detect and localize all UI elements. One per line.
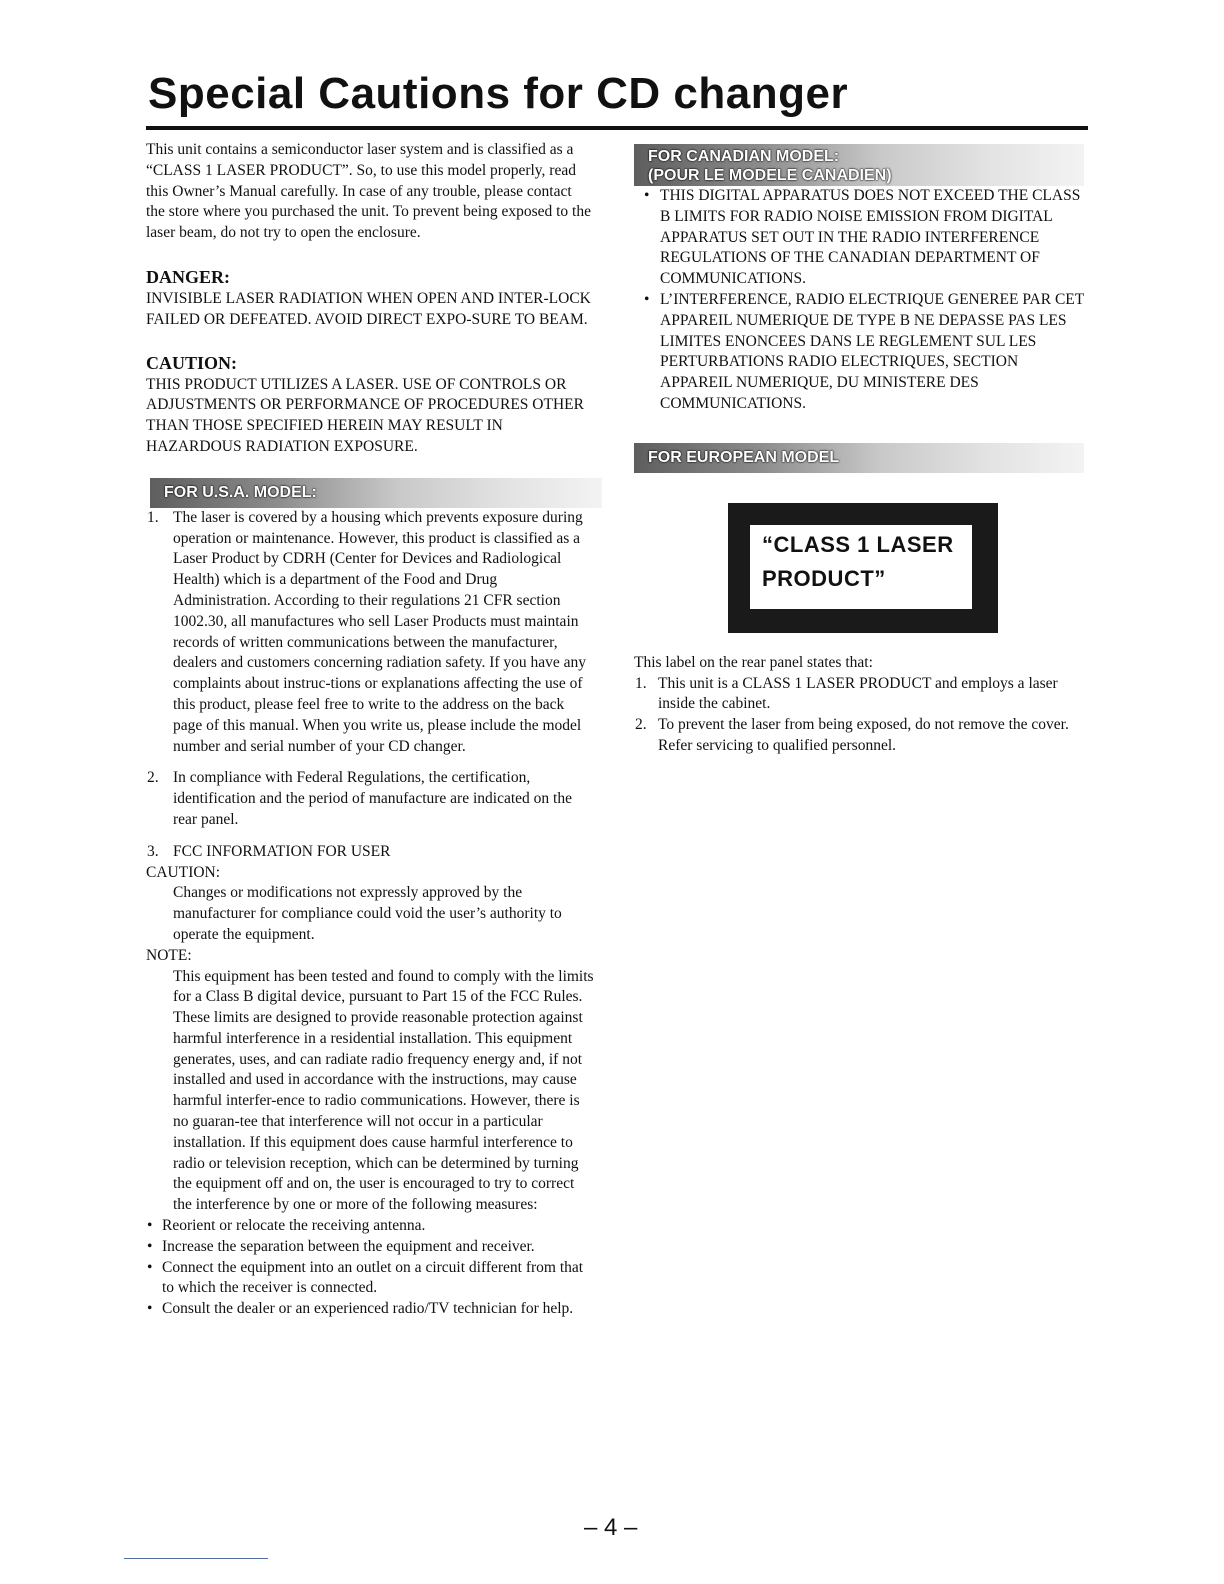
caution-heading: CAUTION: (146, 352, 238, 373)
list-item (146, 842, 594, 863)
list-item (634, 674, 1088, 716)
fcc-measures-list (146, 1216, 594, 1320)
page-title: Special Cautions for CD changer (148, 69, 849, 118)
usa-list (146, 508, 594, 863)
list-item (146, 1299, 594, 1320)
list-item (634, 290, 1088, 415)
list-item (634, 186, 1088, 290)
europe-list (634, 674, 1088, 757)
usa-banner-text: FOR U.S.A. MODEL: (164, 483, 317, 501)
item-text: FCC INFORMATION FOR USER (173, 842, 391, 860)
danger-section (146, 265, 594, 331)
measure-text: Reorient or relocate the receiving antenna. (162, 1217, 426, 1235)
laser-label-text (750, 525, 972, 609)
fcc-note-label: NOTE: (146, 946, 192, 964)
item-number: 1. (147, 508, 159, 526)
europe-banner-text: FOR EUROPEAN MODEL (648, 448, 840, 466)
measure-text: Increase the separation between the equipment and receiver. (162, 1237, 535, 1255)
bullet-icon: • (147, 1300, 153, 1318)
item-text: To prevent the laser from being exposed, do not remove the cover. Refer servicing to qualified personnel. (658, 716, 1069, 754)
bullet-icon: • (644, 187, 650, 204)
measure-text: Connect the equipment into an outlet on a circuit different from that to which the receiver is connected. (162, 1258, 584, 1297)
label-intro: This label on the rear panel states that: (634, 653, 873, 671)
fcc-note-text: This equipment has been tested and found to comply with the limits for a Class B digital device, pursuant to Part 15 of the FCC Rules. These limits are designed to provide reasonable protection against harmful interference in a residential installation. This equipment generates, uses, and can radiate radio frequency energy and, if not installed and used in accordance with the instructions, may cause harmful interfer-ence to radio communications. However, there is no guaran-tee that interference will not occur in a particular installation. If this equipment does cause harmful interference to radio or television reception, which can be determined by turning the equipment off and on, the user is encouraged to try to correct the interference by one or more of the following measures: (173, 967, 594, 1214)
measure-text: Consult the dealer or an experienced radio/TV technician for help. (162, 1300, 574, 1318)
list-item (146, 768, 594, 830)
usa-model-banner (150, 478, 602, 508)
canada-item-text: L’INTERFERENCE, RADIO ELECTRIQUE GENEREE PAR CET APPAREIL NUMERIQUE DE TYPE B NE DEPASSE PAS LES LIMITES ENONCEES DANS LE REGLEMENT SUL LES PERTURBATIONS RADIO ELECTRIQUES, SECTION APPAREIL NUMERIQUE, DU MINISTERE DES COMMUNICATIONS. (660, 290, 1084, 412)
title-rule (146, 126, 1088, 130)
item-text: This unit is a CLASS 1 LASER PRODUCT and employs a laser inside the cabinet. (658, 674, 1058, 713)
intro-paragraph: This unit contains a semiconductor laser system and is classified as a “CLASS 1 LASER PRODUCT”. So, to use this model properly, read this Owner’s Manual carefully. In case of any trouble, please contact the store where you purchased the unit. To prevent being exposed to the laser beam, do not try to open the enclosure. (146, 141, 591, 242)
item-number: 3. (147, 842, 159, 860)
danger-text: INVISIBLE LASER RADIATION WHEN OPEN AND INTER-LOCK FAILED OR DEFEATED. AVOID DIRECT EXPO-SURE TO BEAM. (146, 289, 591, 328)
list-item (146, 1258, 594, 1300)
laser-label-line2: PRODUCT” (762, 565, 886, 591)
left-column (146, 140, 594, 1320)
fcc-caution-text: Changes or modifications not expressly approved by the manufacturer for compliance could void the user’s authority to operate the equipment. (173, 884, 562, 943)
item-number: 2. (635, 716, 647, 734)
list-item (634, 715, 1088, 757)
caution-section (146, 351, 594, 458)
right-column (634, 144, 1088, 757)
bullet-icon: • (147, 1258, 153, 1276)
canada-list (634, 186, 1088, 415)
item-text: The laser is covered by a housing which prevents exposure during operation or maintenance. However, this product is classified as a Laser Product by CDRH (Center for Devices and Radiological Health) which is a department of the Food and Drug Administration. According to their regulations 21 CFR section 1002.30, all manufactures who sell Laser Products must maintain records of written communications between the manufacturer, dealers and customers concerning radiation safety. If you have any complaints about instruc-tions or explanations affecting the use of this product, please feel free to write to the address on the back page of this manual. When you write us, please include the model number and serial number of your CD changer. (173, 508, 587, 755)
footer-rule (124, 1558, 268, 1559)
caution-text: THIS PRODUCT UTILIZES A LASER. USE OF CONTROLS OR ADJUSTMENTS OR PERFORMANCE OF PROCEDURES OTHER THAN THOSE SPECIFIED HEREIN MAY RESULT IN HAZARDOUS RADIATION EXPOSURE. (146, 375, 584, 455)
danger-heading: DANGER: (146, 266, 230, 287)
item-number: 1. (635, 674, 647, 692)
page-number: – 4 – (584, 1514, 638, 1541)
bullet-icon: • (644, 290, 650, 308)
fcc-caution-label: CAUTION: (146, 863, 221, 881)
bullet-icon: • (147, 1237, 153, 1255)
list-item (146, 508, 594, 758)
list-item (146, 1216, 594, 1237)
list-item (146, 1237, 594, 1258)
laser-label-line1: “CLASS 1 LASER (762, 531, 954, 557)
bullet-icon: • (147, 1217, 153, 1235)
class1-laser-label (728, 503, 998, 633)
canadian-model-banner (634, 144, 1084, 186)
canada-banner-line2: (POUR LE MODELE CANADIEN) (648, 167, 892, 184)
european-model-banner (634, 443, 1084, 473)
item-number: 2. (147, 769, 159, 787)
canada-banner-line1: FOR CANADIAN MODEL: (648, 148, 840, 165)
canada-item-text: THIS DIGITAL APPARATUS DOES NOT EXCEED THE CLASS B LIMITS FOR RADIO NOISE EMISSION FROM DIGITAL APPARATUS SET OUT IN THE RADIO INTERFERENCE REGULATIONS OF THE CANADIAN DEPARTMENT OF COMMUNICATIONS. (660, 187, 1081, 288)
item-text: In compliance with Federal Regulations, the certification, identification and the period of manufacture are indicated on the rear panel. (173, 769, 572, 828)
